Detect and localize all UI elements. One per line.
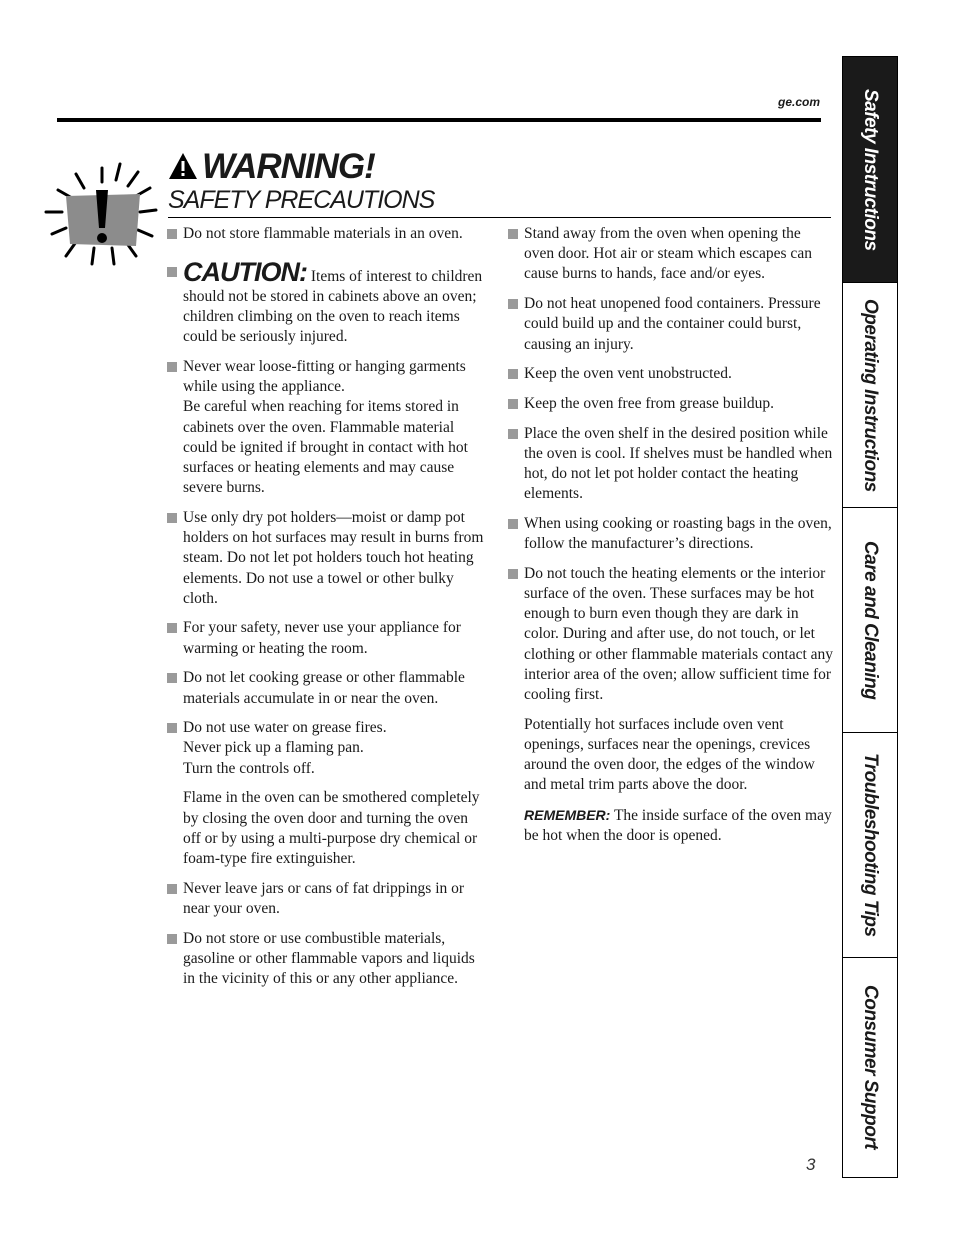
- square-bullet-icon: [508, 569, 518, 579]
- list-item: Keep the oven free from grease buildup.: [508, 394, 834, 414]
- caution-label: CAUTION:: [183, 256, 307, 287]
- page-number: 3: [806, 1155, 816, 1174]
- square-bullet-icon: [167, 267, 177, 277]
- square-bullet-icon: [167, 673, 177, 683]
- left-column: [167, 224, 489, 999]
- tab-troubleshooting-tips[interactable]: Troubleshooting Tips: [843, 733, 897, 958]
- paragraph: Flame in the oven can be smothered completely by closing the oven door and turning the oven off or by using a multi-purpose dry chemical or foam-type fire extinguisher.: [183, 789, 480, 867]
- warning-text: WARNING!: [202, 147, 375, 186]
- square-bullet-icon: [167, 884, 177, 894]
- top-rule: [57, 118, 821, 122]
- square-bullet-icon: [508, 229, 518, 239]
- list-item: When using cooking or roasting bags in the oven, follow the manufacturer’s directions.: [508, 514, 834, 554]
- safety-precautions-subtitle: SAFETY PRECAUTIONS: [168, 186, 435, 214]
- list-item: Do not touch the heating elements or the interior surface of the oven. These surfaces may be hot enough to burn even though they are dark in color. During and after use, do not touch, or let clothing or other flammable materials contact any interior area of the oven; allow sufficient time for cooling first.: [508, 564, 834, 705]
- tab-consumer-support[interactable]: Consumer Support: [860, 985, 881, 1150]
- tab-operating-instructions[interactable]: Operating Instructions: [843, 283, 897, 508]
- square-bullet-icon: [508, 299, 518, 309]
- square-bullet-icon: [508, 369, 518, 379]
- right-column: [508, 224, 834, 856]
- square-bullet-icon: [167, 623, 177, 633]
- list-item: Do not heat unopened food containers. Pressure could build up and the container could burst, causing an injury.: [508, 294, 834, 355]
- warning-triangle-icon: [168, 152, 198, 180]
- square-bullet-icon: [508, 399, 518, 409]
- square-bullet-icon: [508, 429, 518, 439]
- square-bullet-icon: [167, 723, 177, 733]
- list-item: Do not store or use combustible materials, gasoline or other flammable vapors and liquids in the vicinity of this or any other appliance.: [167, 929, 489, 990]
- list-item: Never wear loose-fitting or hanging garments while using the appliance. Be careful when reaching for items stored in cabinets over the oven. Flammable material could be ignited if brought in contact with hot surfaces or heating elements and may cause severe burns.: [167, 357, 489, 498]
- list-item: Never leave jars or cans of fat drippings in or near your oven.: [167, 879, 489, 919]
- site-url: ge.com: [777, 95, 820, 109]
- list-item: Do not use water on grease fires. Never pick up a flaming pan. Turn the controls off.: [167, 718, 489, 779]
- list-item: Do not let cooking grease or other flammable materials accumulate in or near the oven.: [167, 668, 489, 708]
- list-item: Keep the oven vent unobstructed.: [508, 364, 834, 384]
- subtitle-rule: [168, 217, 831, 218]
- square-bullet-icon: [167, 513, 177, 523]
- warning-burst-icon: [42, 160, 172, 270]
- list-item: Stand away from the oven when opening the oven door. Hot air or steam which escapes can cause burns to hands, face and/or eyes.: [508, 224, 834, 285]
- tab-safety-instructions[interactable]: Safety Instructions: [843, 57, 897, 283]
- square-bullet-icon: [508, 519, 518, 529]
- caution-item: CAUTION: Items of interest to children should not be stored in cabinets above an oven; children climbing on the oven to reach items could be seriously injured.: [167, 254, 489, 348]
- remember-paragraph: REMEMBER: The inside surface of the oven may be hot when the door is opened.: [524, 807, 832, 845]
- list-item: Do not store flammable materials in an oven.: [167, 224, 489, 244]
- remember-label: REMEMBER:: [524, 807, 611, 824]
- warning-title: [168, 148, 375, 186]
- square-bullet-icon: [167, 934, 177, 944]
- tab-care-and-cleaning[interactable]: Care and Cleaning: [843, 508, 897, 733]
- square-bullet-icon: [167, 229, 177, 239]
- list-item: Use only dry pot holders—moist or damp pot holders on hot surfaces may result in burns from steam. Do not let pot holders touch hot heating elements. Do not use a towel or other bulky cloth.: [167, 508, 489, 609]
- list-item: For your safety, never use your appliance for warming or heating the room.: [167, 618, 489, 658]
- paragraph: Potentially hot surfaces include oven vent openings, surfaces near the openings, crevices around the oven door, the edges of the window and metal trim parts above the door.: [524, 715, 815, 794]
- list-item: Place the oven shelf in the desired position while the oven is cool. If shelves must be handled when hot, do not let pot holder contact the heating elements.: [508, 424, 834, 505]
- square-bullet-icon: [167, 362, 177, 372]
- section-tabs: [842, 56, 898, 1178]
